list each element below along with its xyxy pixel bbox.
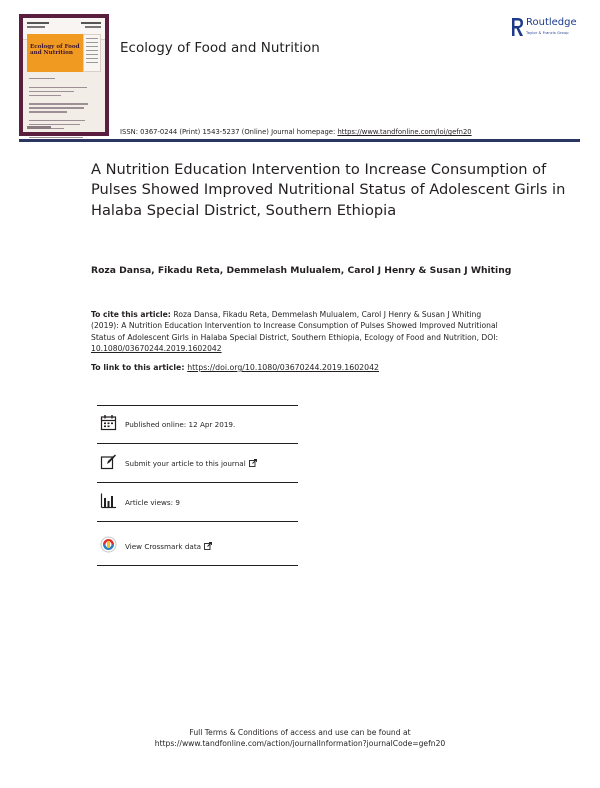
routledge-r-icon — [511, 16, 524, 40]
published-online-row — [97, 406, 298, 444]
cover-side-box — [83, 34, 101, 72]
edit-pencil-icon — [100, 453, 117, 470]
cover-title: Ecology of Food and Nutrition — [30, 44, 80, 57]
header-divider — [19, 139, 580, 142]
journal-homepage-link[interactable]: https://www.tandfonline.com/loi/gefn20 — [337, 128, 472, 136]
link-label: To link to this article: — [91, 363, 188, 372]
terms-footer — [0, 727, 600, 749]
cover-publisher-mark — [27, 126, 51, 129]
cover-contents-lines — [29, 78, 93, 145]
crossmark-link[interactable]: View Crossmark data — [125, 542, 202, 551]
external-link-icon — [204, 542, 212, 550]
routledge-logo — [511, 16, 591, 42]
submit-article-link[interactable]: Submit your article to this journal — [125, 459, 246, 468]
crossmark-row[interactable] — [97, 528, 298, 566]
cover-inner — [23, 18, 105, 132]
article-title: A Nutrition Education Intervention to Increase Consumption of Pulses Showed Improved Nutritional Status of Adolescent Girls in Halaba Special District, Southern Ethiopia — [91, 161, 566, 219]
logo-subtitle: Taylor & Francis Group — [526, 31, 569, 35]
journal-title: Ecology of Food and Nutrition — [120, 40, 320, 56]
article-doi-url[interactable]: https://doi.org/10.1080/03670244.2019.1602042 — [187, 363, 379, 372]
citation-block — [91, 309, 511, 354]
cover-title-block — [27, 34, 85, 72]
issn-line — [120, 128, 472, 136]
logo-name: Routledge — [526, 17, 577, 28]
bar-chart-icon — [100, 492, 117, 509]
external-link-icon — [249, 459, 257, 467]
article-views-text: Article views: 9 — [125, 498, 180, 507]
cite-text: Roza Dansa, Fikadu Reta, Demmelash Mulualem, Carol J Henry & Susan J Whiting (2019): A Nutrition Education Intervention to Increase Consumption of Pulses Showed Improved Nutritional Status of Adolescent Girls in Halaba Special District, Southern Ethiopia, Ecology of Food and Nutrition, DOI: — [91, 310, 499, 342]
article-link-line — [91, 362, 511, 373]
published-online-text: Published online: 12 Apr 2019. — [125, 420, 236, 429]
submit-article-row[interactable] — [97, 445, 298, 483]
calendar-icon — [100, 414, 117, 431]
journal-cover-image — [19, 14, 109, 136]
cite-label: To cite this article: — [91, 310, 174, 319]
issn-text: ISSN: 0367-0244 (Print) 1543-5237 (Online) Journal homepage: — [120, 128, 338, 136]
terms-line: Full Terms & Conditions of access and use can be found at — [189, 728, 411, 737]
article-authors: Roza Dansa, Fikadu Reta, Demmelash Mulualem, Carol J Henry & Susan J Whiting — [91, 265, 512, 276]
crossmark-icon — [100, 536, 117, 553]
article-views-row — [97, 484, 298, 522]
terms-url[interactable]: https://www.tandfonline.com/action/journalInformation?journalCode=gefn20 — [154, 739, 446, 748]
doi-link[interactable]: 10.1080/03670244.2019.1602042 — [91, 343, 222, 353]
